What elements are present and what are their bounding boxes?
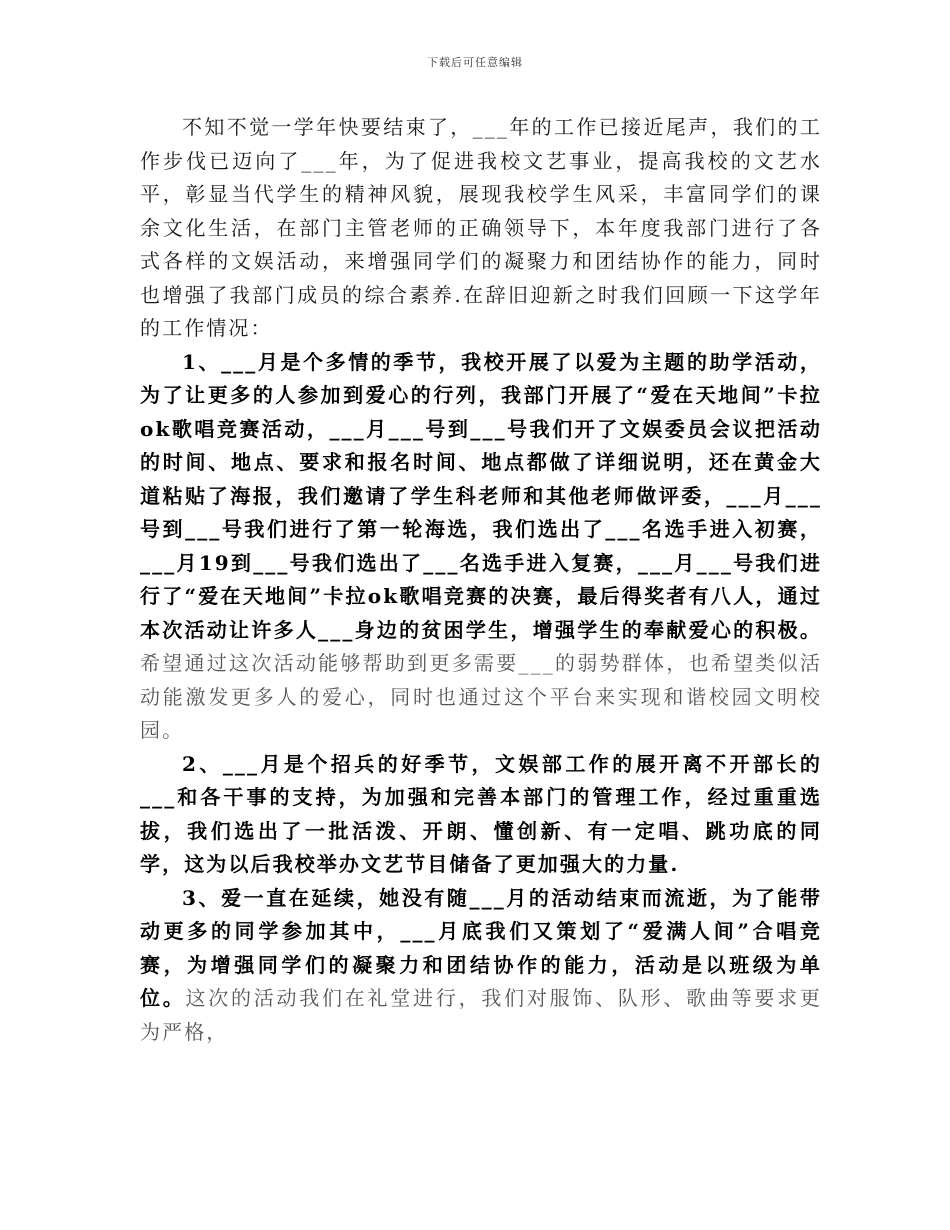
page-header-note: 下载后可任意编辑 xyxy=(427,56,523,69)
item-2-main-text: 2、___月是个招兵的好季节，文娱部工作的展开离不开部长的___和各干事的支持，为加强和完善本部门的管理工作，经过重重选拔，我们选出了一批活泼、开朗、懂创新、有一定唱、跳功底的同学，这为以后我校举办文艺节目储备了更加强大的力量. xyxy=(140,751,822,876)
intro-paragraph: 不知不觉一学年快要结束了，___年的工作已接近尾声，我们的工作步伐已迈向了___年，为了促进我校文艺事业，提高我校的文艺水平，彰显当代学生的精神风貌，展现我校学生风采，丰富同学们的课余文化生活，在部门主管老师的正确领导下，本年度我部门进行了各式各样的文娱活动，来增强同学们的凝聚力和团结协作的能力，同时也增强了我部门成员的综合素养.在辞旧迎新之时我们回顾一下这学年的工作情况： xyxy=(140,115,822,340)
item-1-main-text: 1、___月是个多情的季节，我校开展了以爱为主题的助学活动，为了让更多的人参加到爱心的行列，我部门开展了“爱在天地间”卡拉ok歌唱竞赛活动，___月___号到___号我们开了文娱委员会议把活动的时间、地点、要求和报名时间、地点都做了详细说明，还在黄金大道粘贴了海报，我们邀请了学生科老师和其他老师做评委，___月___号到___号我们进行了第一轮海选，我们选出了___名选手进入初赛，___月19到___号我们选出了___名选手进入复赛，___月___号我们进行了“爱在天地间”卡拉ok歌唱竞赛的决赛，最后得奖者有八人，通过本次活动让许多人___身边的贫困学生，增强学生的奉献爱心的积极。 xyxy=(140,349,822,642)
item-1-paragraph xyxy=(140,346,822,748)
item-3-paragraph xyxy=(140,882,822,1050)
item-2-paragraph xyxy=(140,748,822,882)
item-3-note-text: 这次的活动我们在礼堂进行，我们对服饰、队形、歌曲等要求更为严格， xyxy=(140,986,822,1044)
item-1-note-text: 希望通过这次活动能够帮助到更多需要___的弱势群体，也希望类似活动能激发更多人的爱心，同时也通过这个平台来实现和谐校园文明校园。 xyxy=(140,651,822,742)
item-3-main-text: 3、爱一直在延续，她没有随___月的活动结束而流逝，为了能带动更多的同学参加其中，___月底我们又策划了“爱满人间”合唱竞赛，为增强同学们的凝聚力和团结协作的能力，活动是以班级为单位。 xyxy=(140,885,822,1010)
document-body xyxy=(140,111,822,1049)
